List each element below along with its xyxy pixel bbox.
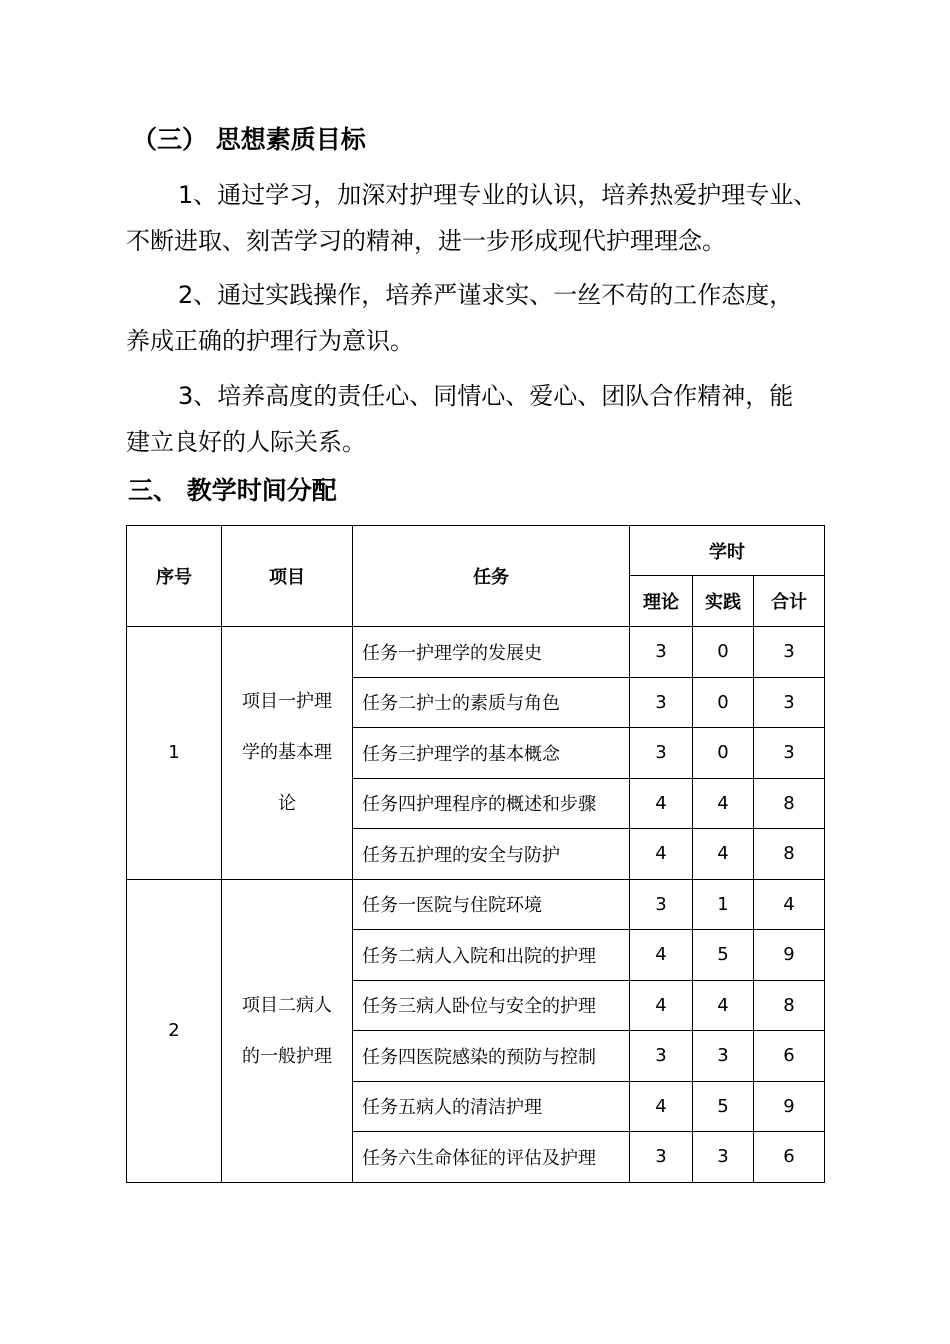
group-project: 项目一护理 学的基本理 论	[222, 627, 353, 880]
total-hours: 8	[754, 829, 825, 880]
total-hours: 8	[754, 980, 825, 1031]
task-name: 任务一医院与住院环境	[353, 879, 630, 930]
total-hours: 3	[754, 627, 825, 678]
theory-hours: 4	[630, 930, 693, 981]
practice-hours: 4	[693, 829, 754, 880]
total-hours: 9	[754, 1081, 825, 1132]
goal-paragraph-2	[126, 272, 826, 364]
total-hours: 3	[754, 677, 825, 728]
goal-2-line-2: 养成正确的护理行为意识。	[126, 327, 414, 355]
goal-paragraph-3	[126, 373, 826, 465]
section-heading-ideology: （三） 思想素质目标	[132, 125, 366, 154]
group-project: 项目二病人 的一般护理	[222, 879, 353, 1182]
practice-hours: 0	[693, 627, 754, 678]
total-hours: 6	[754, 1132, 825, 1183]
practice-hours: 3	[693, 1031, 754, 1082]
theory-hours: 4	[630, 778, 693, 829]
total-hours: 9	[754, 930, 825, 981]
practice-hours: 5	[693, 1081, 754, 1132]
task-name: 任务二病人入院和出院的护理	[353, 930, 630, 981]
task-name: 任务一护理学的发展史	[353, 627, 630, 678]
goal-1-line-2: 不断进取、刻苦学习的精神，进一步形成现代护理理念。	[126, 227, 726, 255]
task-name: 任务四护理程序的概述和步骤	[353, 778, 630, 829]
theory-hours: 4	[630, 829, 693, 880]
total-hours: 4	[754, 879, 825, 930]
goal-paragraph-1	[126, 172, 826, 264]
header-practice: 实践	[693, 576, 754, 627]
task-name: 任务三病人卧位与安全的护理	[353, 980, 630, 1031]
practice-hours: 4	[693, 980, 754, 1031]
table-row	[127, 879, 825, 930]
goal-2-line-1: 2、通过实践操作，培养严谨求实、一丝不苟的工作态度，	[178, 281, 794, 309]
total-hours: 8	[754, 778, 825, 829]
header-hours: 学时	[630, 526, 825, 576]
header-project: 项目	[222, 526, 353, 627]
group-seq: 2	[127, 879, 222, 1182]
practice-hours: 0	[693, 728, 754, 779]
theory-hours: 3	[630, 879, 693, 930]
task-name: 任务二护士的素质与角色	[353, 677, 630, 728]
practice-hours: 3	[693, 1132, 754, 1183]
header-total: 合计	[754, 576, 825, 627]
theory-hours: 3	[630, 677, 693, 728]
goal-1-line-1: 1、通过学习，加深对护理专业的认识，培养热爱护理专业、	[178, 181, 818, 209]
practice-hours: 1	[693, 879, 754, 930]
task-name: 任务五病人的清洁护理	[353, 1081, 630, 1132]
total-hours: 3	[754, 728, 825, 779]
header-theory: 理论	[630, 576, 693, 627]
task-name: 任务五护理的安全与防护	[353, 829, 630, 880]
table-row	[127, 627, 825, 678]
hours-table	[126, 525, 825, 1183]
theory-hours: 3	[630, 1132, 693, 1183]
practice-hours: 5	[693, 930, 754, 981]
total-hours: 6	[754, 1031, 825, 1082]
practice-hours: 0	[693, 677, 754, 728]
theory-hours: 3	[630, 728, 693, 779]
theory-hours: 3	[630, 627, 693, 678]
theory-hours: 3	[630, 1031, 693, 1082]
goal-3-line-1: 3、培养高度的责任心、同情心、爱心、团队合作精神，能	[178, 382, 794, 410]
task-name: 任务三护理学的基本概念	[353, 728, 630, 779]
practice-hours: 4	[693, 778, 754, 829]
group-seq: 1	[127, 627, 222, 880]
theory-hours: 4	[630, 980, 693, 1031]
goal-3-line-2: 建立良好的人际关系。	[126, 428, 366, 456]
section-heading-time-allocation: 三、 教学时间分配	[128, 476, 337, 505]
theory-hours: 4	[630, 1081, 693, 1132]
header-seq: 序号	[127, 526, 222, 627]
task-name: 任务四医院感染的预防与控制	[353, 1031, 630, 1082]
task-name: 任务六生命体征的评估及护理	[353, 1132, 630, 1183]
header-task: 任务	[353, 526, 630, 627]
